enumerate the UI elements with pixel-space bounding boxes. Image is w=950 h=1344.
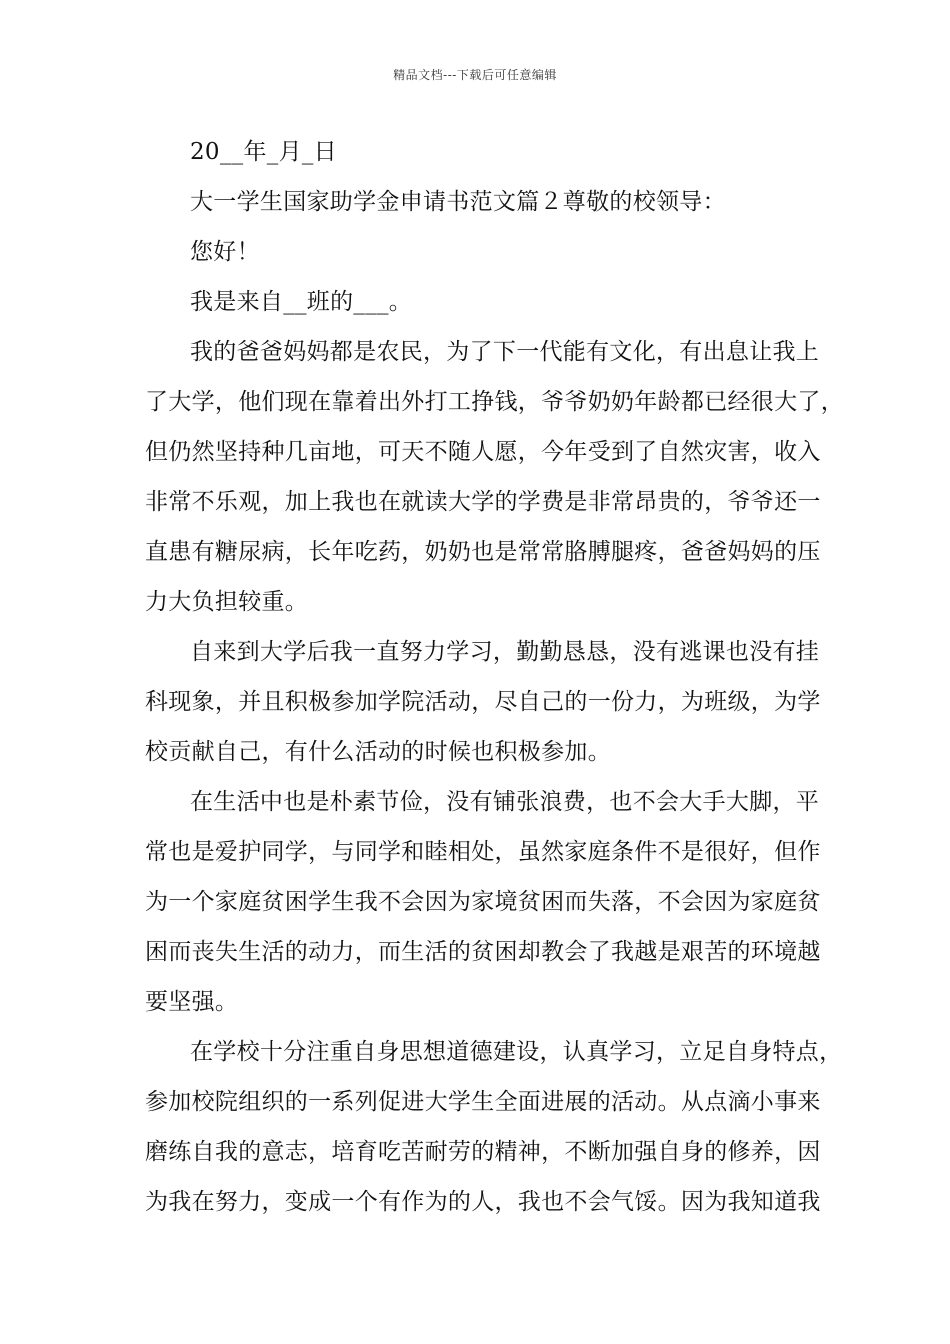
page-header: 精品文档---下载后可任意编辑 bbox=[393, 68, 557, 82]
paragraph-line: 在生活中也是朴素节俭，没有铺张浪费，也不会大手大脚，平 bbox=[190, 789, 820, 815]
paragraph-line: 自来到大学后我一直努力学习，勤勤恳恳，没有逃课也没有挂 bbox=[190, 639, 820, 665]
paragraph-line: 非常不乐观，加上我也在就读大学的学费是非常昂贵的，爷爷还一 bbox=[145, 489, 821, 515]
paragraph-line: 在学校十分注重自身思想道德建设，认真学习，立足自身特点， bbox=[190, 1039, 843, 1065]
paragraph-line: 要坚强。 bbox=[145, 989, 239, 1015]
paragraph-line: 力大负担较重。 bbox=[145, 589, 309, 615]
paragraph-line: 为我在努力，变成一个有作为的人，我也不会气馁。因为我知道我 bbox=[145, 1189, 821, 1215]
paragraph-line: 了大学，他们现在靠着出外打工挣钱，爷爷奶奶年龄都已经很大了， bbox=[145, 389, 844, 415]
paragraph-line: 但仍然坚持种几亩地，可天不随人愿，今年受到了自然灾害，收入 bbox=[145, 439, 821, 465]
paragraph-line: 磨练自我的意志，培育吃苦耐劳的精神，不断加强自身的修养，因 bbox=[145, 1139, 821, 1165]
title-line: 大一学生国家助学金申请书范文篇２尊敬的校领导： bbox=[190, 189, 726, 215]
paragraph-line: 常也是爱护同学，与同学和睦相处，虽然家庭条件不是很好，但作 bbox=[145, 839, 821, 865]
intro-line: 我是来自__班的___。 bbox=[190, 289, 413, 315]
date-line: 20__年_月_日 bbox=[190, 139, 337, 165]
paragraph-line: 参加校院组织的一系列促进大学生全面进展的活动。从点滴小事来 bbox=[145, 1089, 821, 1115]
paragraph-line: 科现象，并且积极参加学院活动，尽自己的一份力，为班级，为学 bbox=[145, 689, 821, 715]
paragraph-line: 我的爸爸妈妈都是农民，为了下一代能有文化，有出息让我上 bbox=[190, 339, 820, 365]
paragraph-line: 直患有糖尿病，长年吃药，奶奶也是常常胳膊腿疼，爸爸妈妈的压 bbox=[145, 539, 821, 565]
greeting-line: 您好！ bbox=[190, 239, 260, 265]
paragraph-line: 困而丧失生活的动力，而生活的贫困却教会了我越是艰苦的环境越 bbox=[145, 939, 821, 965]
paragraph-line: 校贡献自己，有什么活动的时候也积极参加。 bbox=[145, 739, 611, 765]
paragraph-line: 为一个家庭贫困学生我不会因为家境贫困而失落，不会因为家庭贫 bbox=[145, 889, 821, 915]
